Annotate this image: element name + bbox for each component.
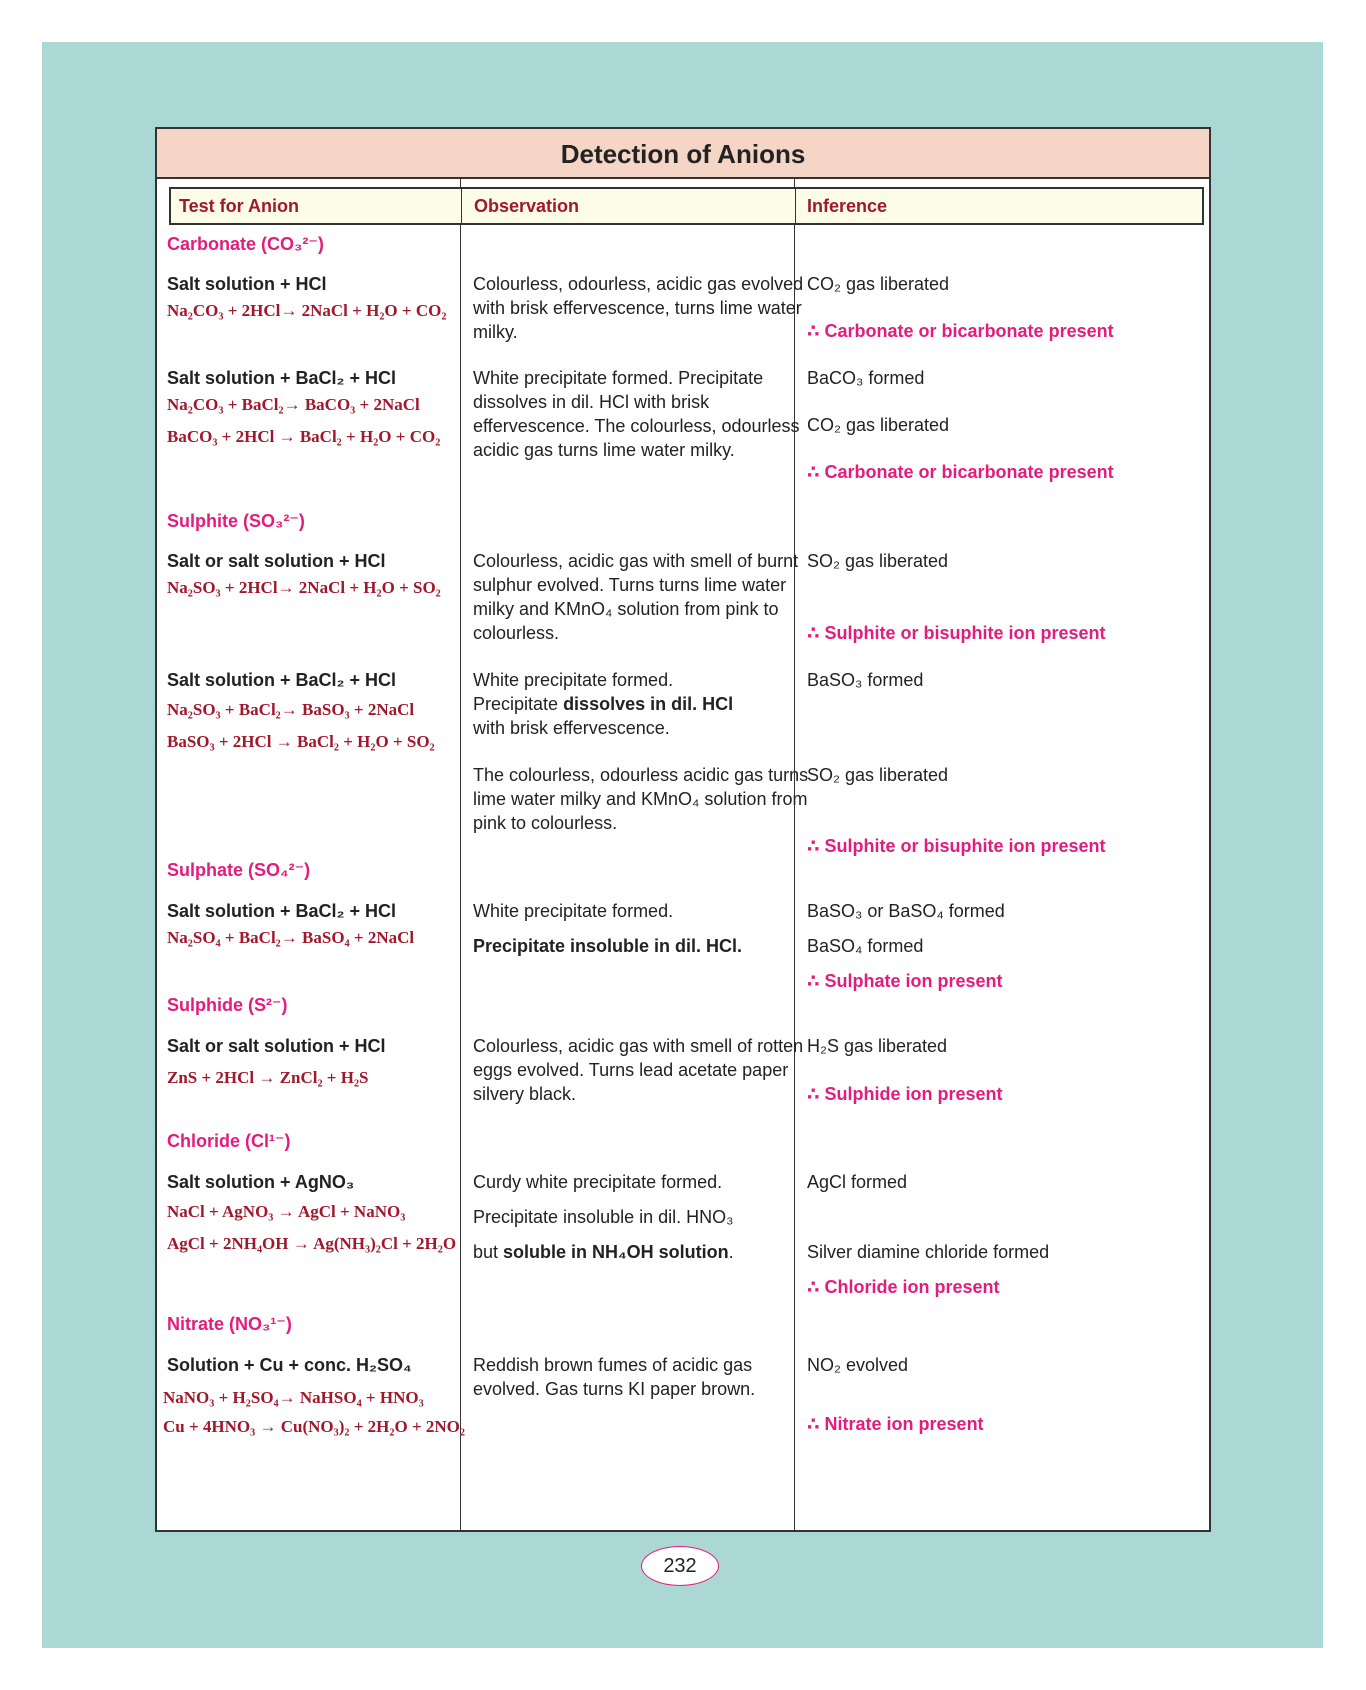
r7-inference-3: ∴ Chloride ion present — [807, 1277, 1000, 1297]
r4-observation-a: White precipitate formed. — [473, 670, 674, 690]
page-title: Detection of Anions — [157, 129, 1209, 179]
r3-inference-2: ∴ Sulphite or bisuphite ion present — [807, 623, 1106, 643]
r4-test: Salt solution + BaCl₂ + HCl — [167, 670, 397, 690]
r7-equation-2: AgCl + 2NH₄OH → Ag(NH₃)₂Cl + 2H₂O — [167, 1234, 457, 1253]
r2-equation-1: Na₂CO₃ + BaCl₂→ BaCO₃ + 2NaCl — [167, 395, 420, 414]
r1-inference-1: CO₂ gas liberated — [807, 274, 950, 294]
r5-observation-1: White precipitate formed. — [473, 901, 674, 921]
r4-observation-b1: Precipitate — [473, 694, 559, 714]
r3-test: Salt or salt solution + HCl — [167, 551, 386, 571]
table-header — [169, 187, 1204, 225]
r5-observation-2: Precipitate insoluble in dil. HCl. — [473, 936, 743, 956]
r4-observation-d: The colourless, odourless acidic gas turns lime water milky and KMnO₄ solution from pink to colourless. — [473, 765, 809, 833]
r8-inference-2: ∴ Nitrate ion present — [807, 1414, 984, 1434]
r1-inference-2: ∴ Carbonate or bicarbonate present — [807, 321, 1114, 341]
r7-observation-3c: . — [728, 1242, 734, 1262]
r7-observation-3 — [473, 1240, 734, 1264]
r5-equation-1: Na₂SO₄ + BaCl₂→ BaSO₄ + 2NaCl — [167, 928, 415, 947]
r8-inference-1: NO₂ evolved — [807, 1355, 909, 1375]
r2-test: Salt solution + BaCl₂ + HCl — [167, 368, 397, 388]
section-carbonate: Carbonate (CO₃²⁻) — [167, 234, 324, 254]
r8-equation-2: Cu + 4HNO₃ → Cu(NO₃)₂ + 2H₂O + 2NO₂ — [163, 1417, 465, 1436]
r1-observation: Colourless, odourless, acidic gas evolved with brisk effervescence, turns lime water milky. — [473, 274, 804, 342]
r7-inference-2: Silver diamine chloride formed — [807, 1242, 1050, 1262]
r3-equation-1: Na₂SO₃ + 2HCl→ 2NaCl + H₂O + SO₂ — [167, 578, 441, 597]
r6-observation: Colourless, acidic gas with smell of rotten eggs evolved. Turns lead acetate paper silvery black. — [473, 1036, 804, 1104]
r8-observation: Reddish brown fumes of acidic gas evolved. Gas turns KI paper brown. — [473, 1355, 756, 1399]
r5-inference-1: BaSO₃ or BaSO₄ formed — [807, 901, 1005, 921]
r4-observation-b2: dissolves in dil. HCl — [563, 694, 734, 714]
r8-test: Solution + Cu + conc. H₂SO₄ — [167, 1355, 412, 1375]
r1-test: Salt solution + HCl — [167, 274, 327, 294]
r2-observation: White precipitate formed. Precipitate dissolves in dil. HCl with brisk effervescence. The colourless, odourless acidic gas turns lime water milky. — [473, 368, 800, 460]
page-number: 232 — [641, 1546, 719, 1586]
r2-inference-2: CO₂ gas liberated — [807, 415, 950, 435]
r7-equation-1: NaCl + AgNO₃ → AgCl + NaNO₃ — [167, 1202, 406, 1221]
column-divider-1 — [460, 179, 461, 1530]
r6-inference-1: H₂S gas liberated — [807, 1036, 948, 1056]
header-test: Test for Anion — [179, 196, 299, 216]
r7-observation-1: Curdy white precipitate formed. — [473, 1172, 723, 1192]
r2-equation-2: BaCO₃ + 2HCl → BaCl₂ + H₂O + CO₂ — [167, 427, 441, 446]
r4-equation-2: BaSO₃ + 2HCl → BaCl₂ + H₂O + SO₂ — [167, 732, 435, 751]
anion-table-card — [155, 127, 1211, 1532]
r6-equation-1: ZnS + 2HCl → ZnCl₂ + H₂S — [167, 1068, 369, 1087]
r7-test: Salt solution + AgNO₃ — [167, 1172, 355, 1192]
r3-observation: Colourless, acidic gas with smell of burnt sulphur evolved. Turns turns lime water milky and KMnO₄ solution from pink to colourless. — [473, 551, 799, 643]
r2-inference-3: ∴ Carbonate or bicarbonate present — [807, 462, 1114, 482]
r7-observation-3b: soluble in NH₄OH solution — [503, 1242, 729, 1262]
section-chloride: Chloride (Cl¹⁻) — [167, 1131, 291, 1151]
header-observation: Observation — [474, 196, 580, 216]
r4-equation-1: Na₂SO₃ + BaCl₂→ BaSO₃ + 2NaCl — [167, 700, 415, 719]
section-sulphide: Sulphide (S²⁻) — [167, 995, 288, 1015]
r6-inference-2: ∴ Sulphide ion present — [807, 1084, 1003, 1104]
r2-inference-1: BaCO₃ formed — [807, 368, 925, 388]
header-divider-1 — [461, 189, 462, 223]
section-nitrate: Nitrate (NO₃¹⁻) — [167, 1314, 292, 1334]
r1-equation-1: Na₂CO₃ + 2HCl→ 2NaCl + H₂O + CO₂ — [167, 301, 447, 320]
r4-inference-2: SO₂ gas liberated — [807, 765, 949, 785]
r4-observation-b — [473, 692, 733, 716]
header-divider-2 — [795, 189, 796, 223]
r5-test: Salt solution + BaCl₂ + HCl — [167, 901, 397, 921]
r4-observation-c: with brisk effervescence. — [473, 718, 670, 738]
r6-test: Salt or salt solution + HCl — [167, 1036, 386, 1056]
r7-inference-1: AgCl formed — [807, 1172, 908, 1192]
r4-inference-1: BaSO₃ formed — [807, 670, 924, 690]
r7-observation-3a: but — [473, 1242, 499, 1262]
r4-inference-3: ∴ Sulphite or bisuphite ion present — [807, 836, 1106, 856]
r5-inference-3: ∴ Sulphate ion present — [807, 971, 1003, 991]
r3-inference-1: SO₂ gas liberated — [807, 551, 949, 571]
section-sulphate: Sulphate (SO₄²⁻) — [167, 860, 311, 880]
r7-observation-2: Precipitate insoluble in dil. HNO₃ — [473, 1207, 734, 1227]
r5-inference-2: BaSO₄ formed — [807, 936, 924, 956]
header-inference: Inference — [807, 196, 888, 216]
section-sulphite: Sulphite (SO₃²⁻) — [167, 511, 305, 531]
r8-equation-1: NaNO₃ + H₂SO₄→ NaHSO₄ + HNO₃ — [163, 1388, 424, 1407]
